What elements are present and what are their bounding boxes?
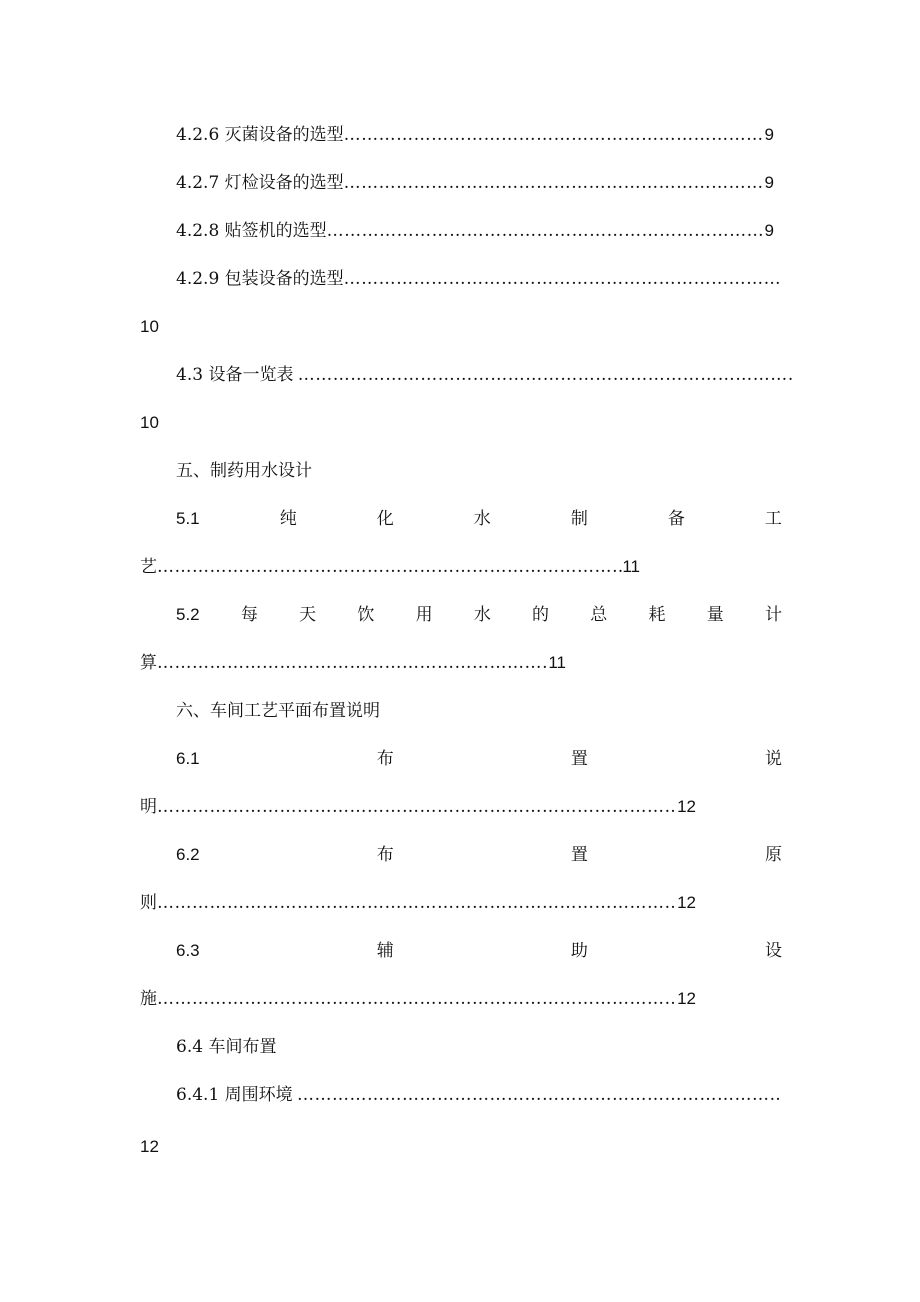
toc-section-5[interactable]: 五、制药用水设计 [176,461,312,481]
toc-leader-dots [157,650,548,676]
toc-page-number: 9 [764,125,774,144]
toc-entry-word: 饮 [357,605,375,625]
toc-page-number: 10 [140,317,159,336]
toc-page-number: 11 [548,653,566,672]
toc-entry-word: 总 [590,605,608,625]
toc-entry-6-4-1[interactable] [176,1082,782,1108]
toc-entry-label: 4.2.7 灯检设备的选型 [176,173,344,193]
toc-entry-word: 辅 [376,941,394,961]
toc-entry-6-2[interactable] [176,842,782,868]
toc-entry-word: 备 [667,509,685,529]
toc-entry-word: 水 [473,509,491,529]
toc-entry-word: 天 [299,605,317,625]
toc-entry-tail: 算 [140,653,157,673]
toc-entry-word: 原 [764,845,782,865]
toc-entry-word: 耗 [648,605,666,625]
toc-entry-4-2-9[interactable] [176,266,782,292]
toc-entry-tail: 则 [140,893,157,913]
toc-entry-number: 6.1 [176,749,200,768]
toc-entry-word: 用 [415,605,433,625]
toc-page-number: 12 [677,989,696,1008]
toc-leader-dots [157,794,677,820]
toc-page-number: 10 [140,413,159,432]
toc-entry-number: 5.1 [176,509,200,528]
toc-leader-dots [157,986,677,1012]
toc-entry-5-2-cont[interactable] [140,650,566,676]
toc-entry-number: 6.3 [176,941,200,960]
toc-entry-label: 4.2.6 灭菌设备的选型 [176,125,344,145]
toc-entry-5-1-cont[interactable] [140,554,640,580]
toc-entry-number: 6.2 [176,845,200,864]
toc-entry-word: 计 [764,605,782,625]
toc-page-number: 9 [764,173,774,192]
toc-leader-dots [157,890,677,916]
toc-entry-label: 6.4.1 周围环境 [176,1085,293,1105]
toc-leader-dots [298,362,792,388]
toc-entry-word: 纯 [279,509,297,529]
toc-leader-dots [344,170,765,196]
toc-entry-label: 4.2.8 贴签机的选型 [176,221,327,241]
toc-entry-word: 每 [240,605,258,625]
toc-entry-6-3[interactable] [176,938,782,964]
toc-section-6[interactable]: 六、车间工艺平面布置说明 [176,701,380,721]
toc-entry-word: 水 [473,605,491,625]
toc-leader-dots [344,122,765,148]
toc-leader-dots [327,218,765,244]
toc-entry-4-2-8[interactable] [176,218,774,244]
toc-entry-word: 设 [764,941,782,961]
toc-entry-word: 说 [764,749,782,769]
toc-entry-label: 4.3 设备一览表 [176,365,294,385]
toc-entry-4-3[interactable] [176,362,792,388]
toc-entry-word: 布 [376,845,394,865]
toc-entry-word: 的 [532,605,550,625]
toc-entry-label: 4.2.9 包装设备的选型 [176,269,344,289]
toc-entry-word: 置 [570,845,588,865]
toc-entry-6-1[interactable] [176,746,782,772]
toc-page-number: 12 [140,1137,159,1156]
toc-page-number: 12 [677,893,696,912]
toc-entry-tail: 施 [140,989,157,1009]
toc-page-number: 11 [622,557,640,576]
toc-entry-tail: 明 [140,797,157,817]
toc-leader-dots [344,266,782,292]
toc-entry-6-1-cont[interactable] [140,794,696,820]
toc-entry-tail: 艺 [140,557,157,577]
toc-page-number: 12 [677,797,696,816]
toc-entry-5-1[interactable] [176,506,782,532]
toc-entry-4-2-7[interactable] [176,170,774,196]
toc-entry-word: 量 [706,605,724,625]
toc-entry-5-2[interactable] [176,602,782,628]
toc-entry-word: 制 [570,509,588,529]
toc-entry-6-3-cont[interactable] [140,986,696,1012]
toc-entry-word: 置 [570,749,588,769]
toc-entry-number: 5.2 [176,605,200,624]
toc-entry-6-4[interactable]: 6.4 车间布置 [176,1037,277,1057]
toc-entry-word: 布 [376,749,394,769]
toc-page-number: 9 [764,221,774,240]
toc-entry-4-2-6[interactable] [176,122,774,148]
toc-leader-dots [157,554,622,580]
toc-leader-dots [297,1082,782,1108]
toc-entry-6-2-cont[interactable] [140,890,696,916]
toc-entry-word: 工 [764,509,782,529]
toc-entry-word: 助 [570,941,588,961]
toc-entry-word: 化 [376,509,394,529]
